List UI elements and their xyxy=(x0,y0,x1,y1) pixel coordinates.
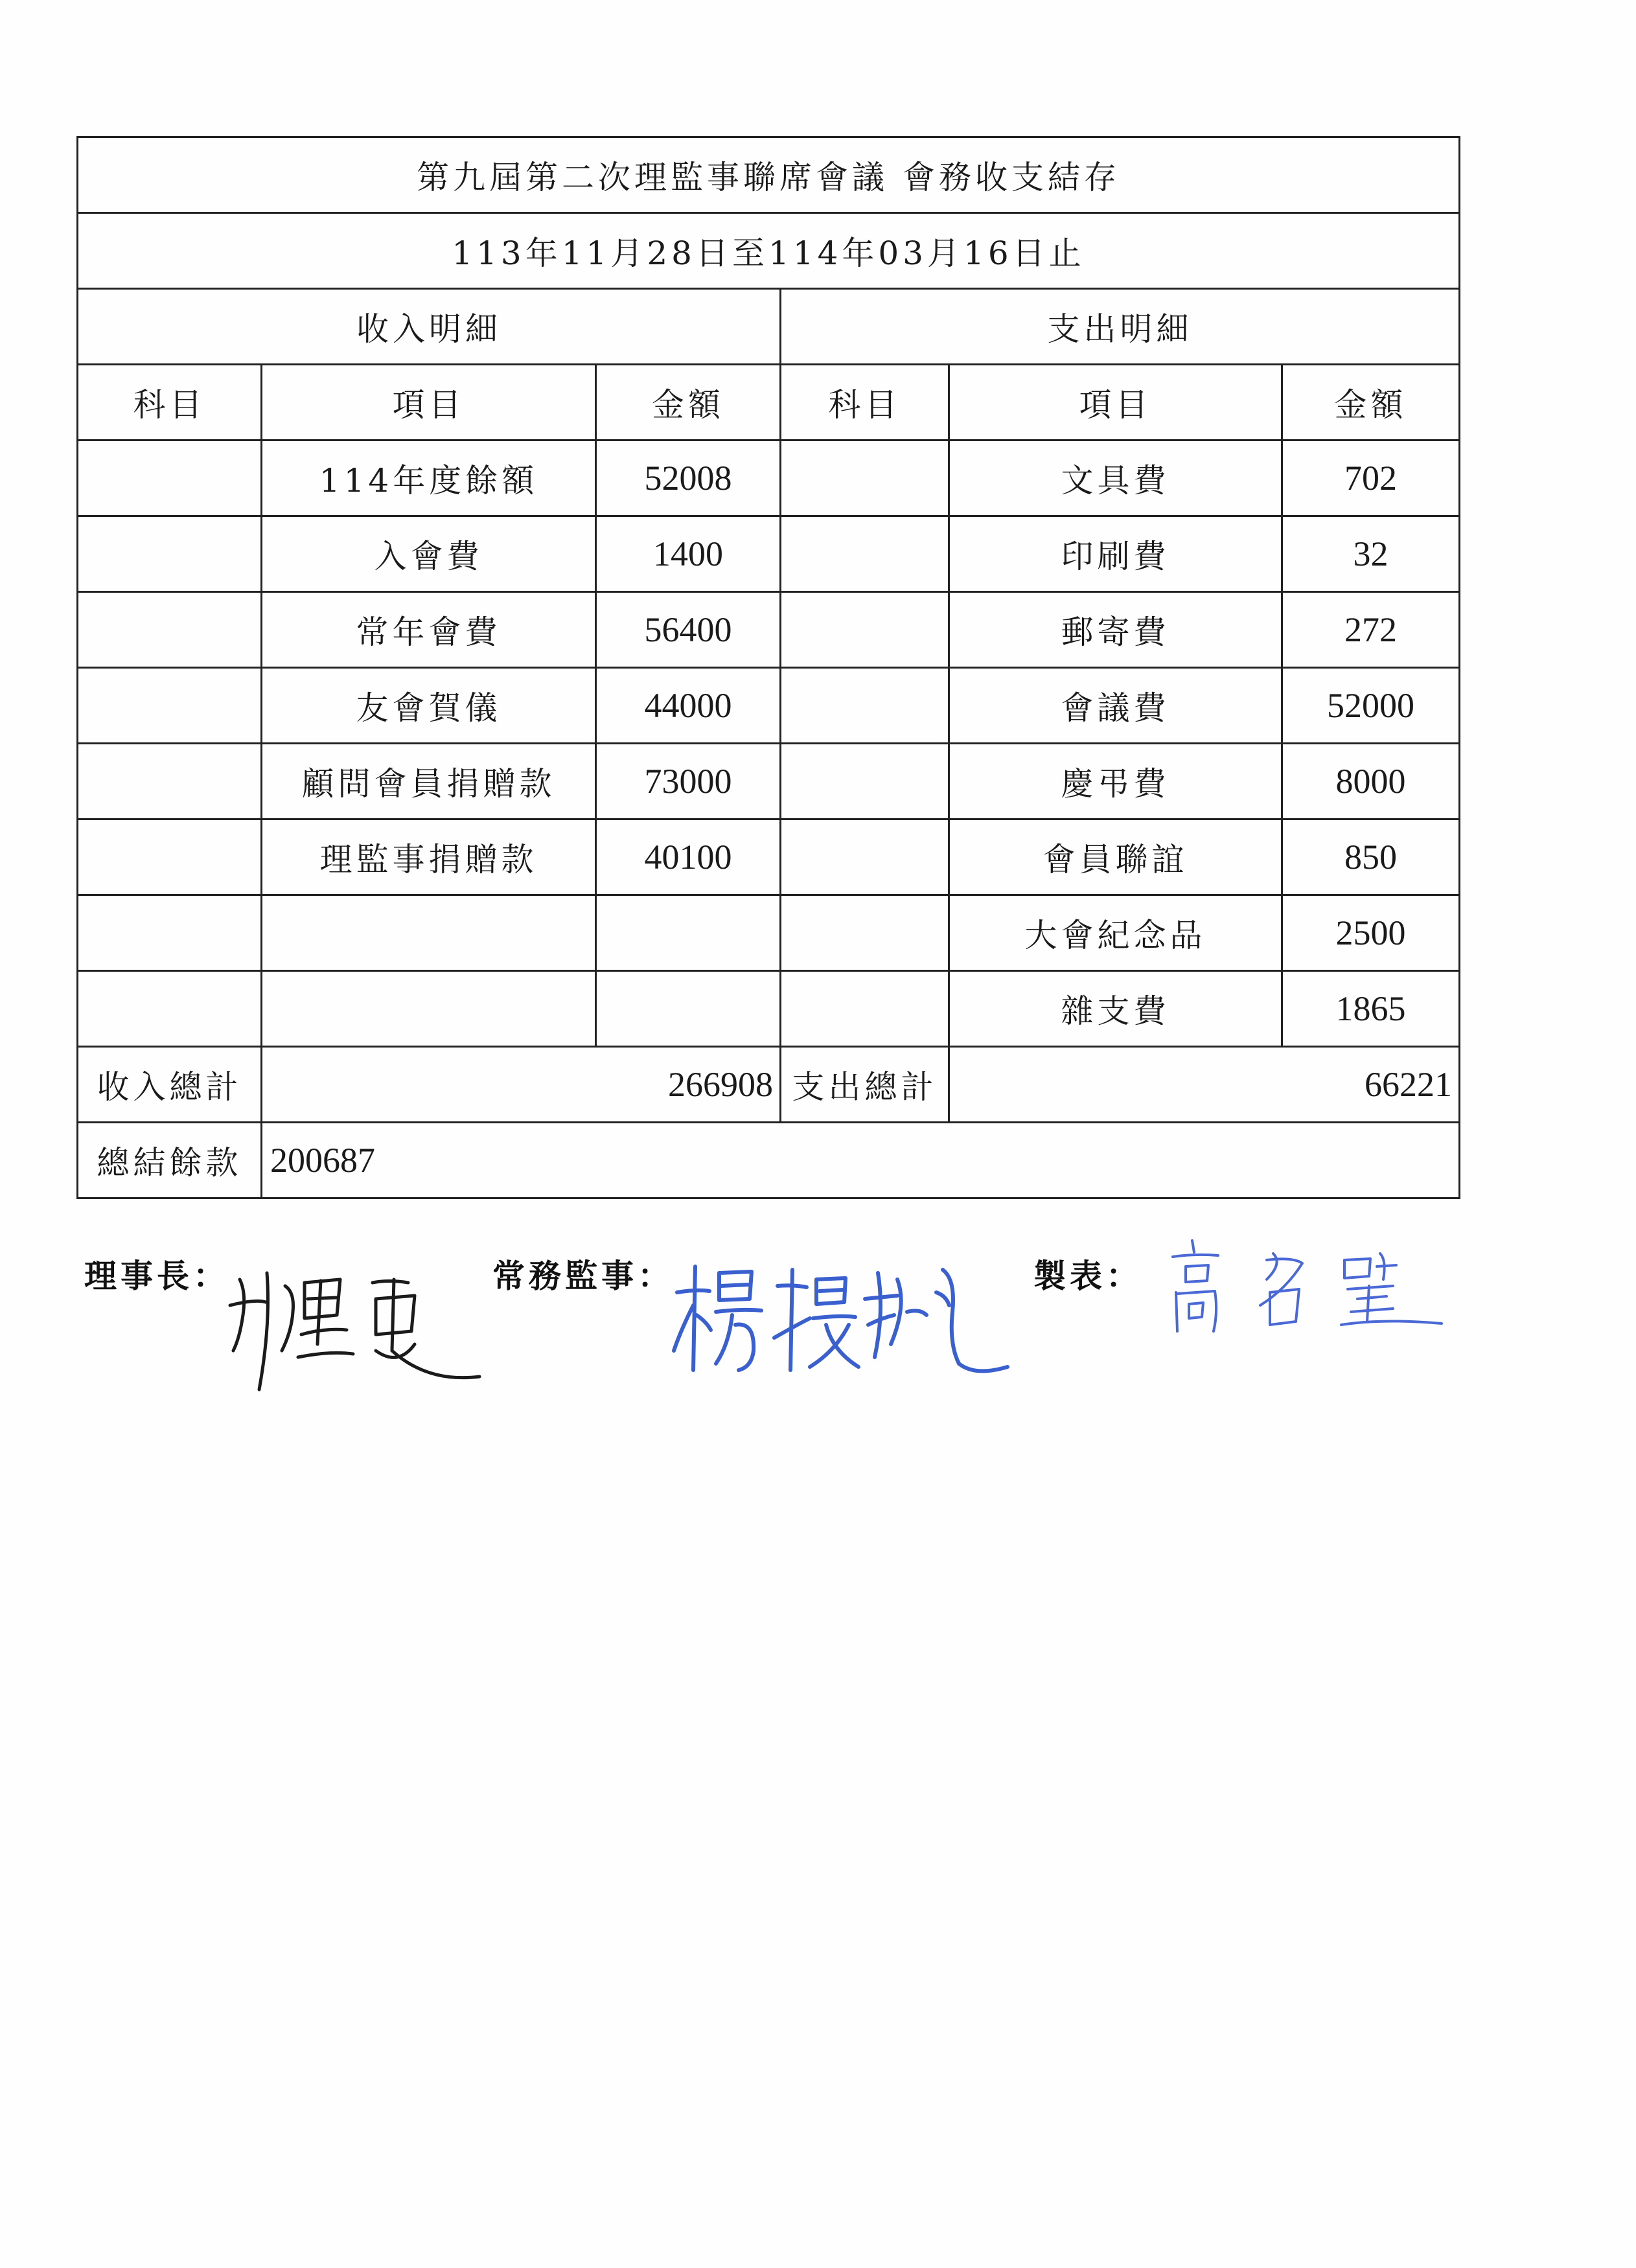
expense-amount-cell: 272 xyxy=(1282,592,1460,668)
title-row xyxy=(78,137,1460,213)
section-header-row xyxy=(78,289,1460,365)
expense-item-cell: 郵寄費 xyxy=(949,592,1282,668)
expense-section-header: 支出明細 xyxy=(781,289,1460,365)
expense-item-cell: 雜支費 xyxy=(949,971,1282,1047)
table-row xyxy=(78,895,1460,971)
income-subject-cell xyxy=(78,971,262,1047)
income-total-label: 收入總計 xyxy=(78,1047,262,1123)
income-subject-cell xyxy=(78,592,262,668)
expense-amount-cell: 52000 xyxy=(1282,668,1460,744)
expense-amount-cell: 850 xyxy=(1282,819,1460,895)
expense-col-amount: 金額 xyxy=(1282,365,1460,441)
expense-subject-cell xyxy=(781,744,949,819)
table-row xyxy=(78,441,1460,516)
expense-item-cell: 文具費 xyxy=(949,441,1282,516)
expense-subject-cell xyxy=(781,516,949,592)
income-amount-cell: 73000 xyxy=(596,744,781,819)
table-row xyxy=(78,819,1460,895)
income-subject-cell xyxy=(78,744,262,819)
totals-row xyxy=(78,1047,1460,1123)
expense-subject-cell xyxy=(781,592,949,668)
income-item-cell xyxy=(262,895,596,971)
expense-item-cell: 會員聯誼 xyxy=(949,819,1282,895)
document-period: 113年11月28日至114年03月16日止 xyxy=(78,213,1460,289)
supervisor-signature xyxy=(671,1254,1020,1383)
finance-ledger-table xyxy=(76,136,1460,1199)
preparer-label: 製表： xyxy=(1033,1257,1142,1295)
expense-amount-cell: 2500 xyxy=(1282,895,1460,971)
income-col-subject: 科目 xyxy=(78,365,262,441)
income-amount-cell: 40100 xyxy=(596,819,781,895)
expense-col-item: 項目 xyxy=(949,365,1282,441)
table-row xyxy=(78,592,1460,668)
income-subject-cell xyxy=(78,668,262,744)
expense-item-cell: 大會紀念品 xyxy=(949,895,1282,971)
expense-amount-cell: 1865 xyxy=(1282,971,1460,1047)
income-item-cell: 顧問會員捐贈款 xyxy=(262,744,596,819)
income-amount-cell: 52008 xyxy=(596,441,781,516)
supervisor-label: 常務監事： xyxy=(492,1257,674,1295)
income-amount-cell: 1400 xyxy=(596,516,781,592)
income-subject-cell xyxy=(78,895,262,971)
expense-item-cell: 印刷費 xyxy=(949,516,1282,592)
table-row xyxy=(78,668,1460,744)
expense-subject-cell xyxy=(781,819,949,895)
expense-amount-cell: 702 xyxy=(1282,441,1460,516)
expense-amount-cell: 32 xyxy=(1282,516,1460,592)
expense-subject-cell xyxy=(781,971,949,1047)
income-col-item: 項目 xyxy=(262,365,596,441)
period-row xyxy=(78,213,1460,289)
expense-col-subject: 科目 xyxy=(781,365,949,441)
expense-subject-cell xyxy=(781,441,949,516)
income-item-cell: 114年度餘額 xyxy=(262,441,596,516)
expense-total-label: 支出總計 xyxy=(781,1047,949,1123)
expense-amount-cell: 8000 xyxy=(1282,744,1460,819)
income-item-cell xyxy=(262,971,596,1047)
income-item-cell: 理監事捐贈款 xyxy=(262,819,596,895)
chairman-signature xyxy=(220,1254,492,1403)
income-item-cell: 友會賀儀 xyxy=(262,668,596,744)
income-amount-cell: 44000 xyxy=(596,668,781,744)
balance-row xyxy=(78,1123,1460,1198)
preparer-signature xyxy=(1163,1234,1448,1344)
chairman-label: 理事長： xyxy=(84,1257,229,1295)
income-subject-cell xyxy=(78,819,262,895)
table-row xyxy=(78,744,1460,819)
income-amount-cell: 56400 xyxy=(596,592,781,668)
balance-label: 總結餘款 xyxy=(78,1123,262,1198)
table-row xyxy=(78,516,1460,592)
expense-subject-cell xyxy=(781,668,949,744)
income-item-cell: 入會費 xyxy=(262,516,596,592)
income-total-value: 266908 xyxy=(262,1047,781,1123)
balance-value: 200687 xyxy=(262,1123,1460,1198)
income-section-header: 收入明細 xyxy=(78,289,781,365)
expense-item-cell: 慶弔費 xyxy=(949,744,1282,819)
income-amount-cell xyxy=(596,971,781,1047)
expense-total-value: 66221 xyxy=(949,1047,1460,1123)
expense-item-cell: 會議費 xyxy=(949,668,1282,744)
income-subject-cell xyxy=(78,516,262,592)
income-amount-cell xyxy=(596,895,781,971)
expense-subject-cell xyxy=(781,895,949,971)
income-item-cell: 常年會費 xyxy=(262,592,596,668)
column-header-row xyxy=(78,365,1460,441)
table-row xyxy=(78,971,1460,1047)
income-col-amount: 金額 xyxy=(596,365,781,441)
document-title: 第九屆第二次理監事聯席會議 會務收支結存 xyxy=(78,137,1460,213)
income-subject-cell xyxy=(78,441,262,516)
